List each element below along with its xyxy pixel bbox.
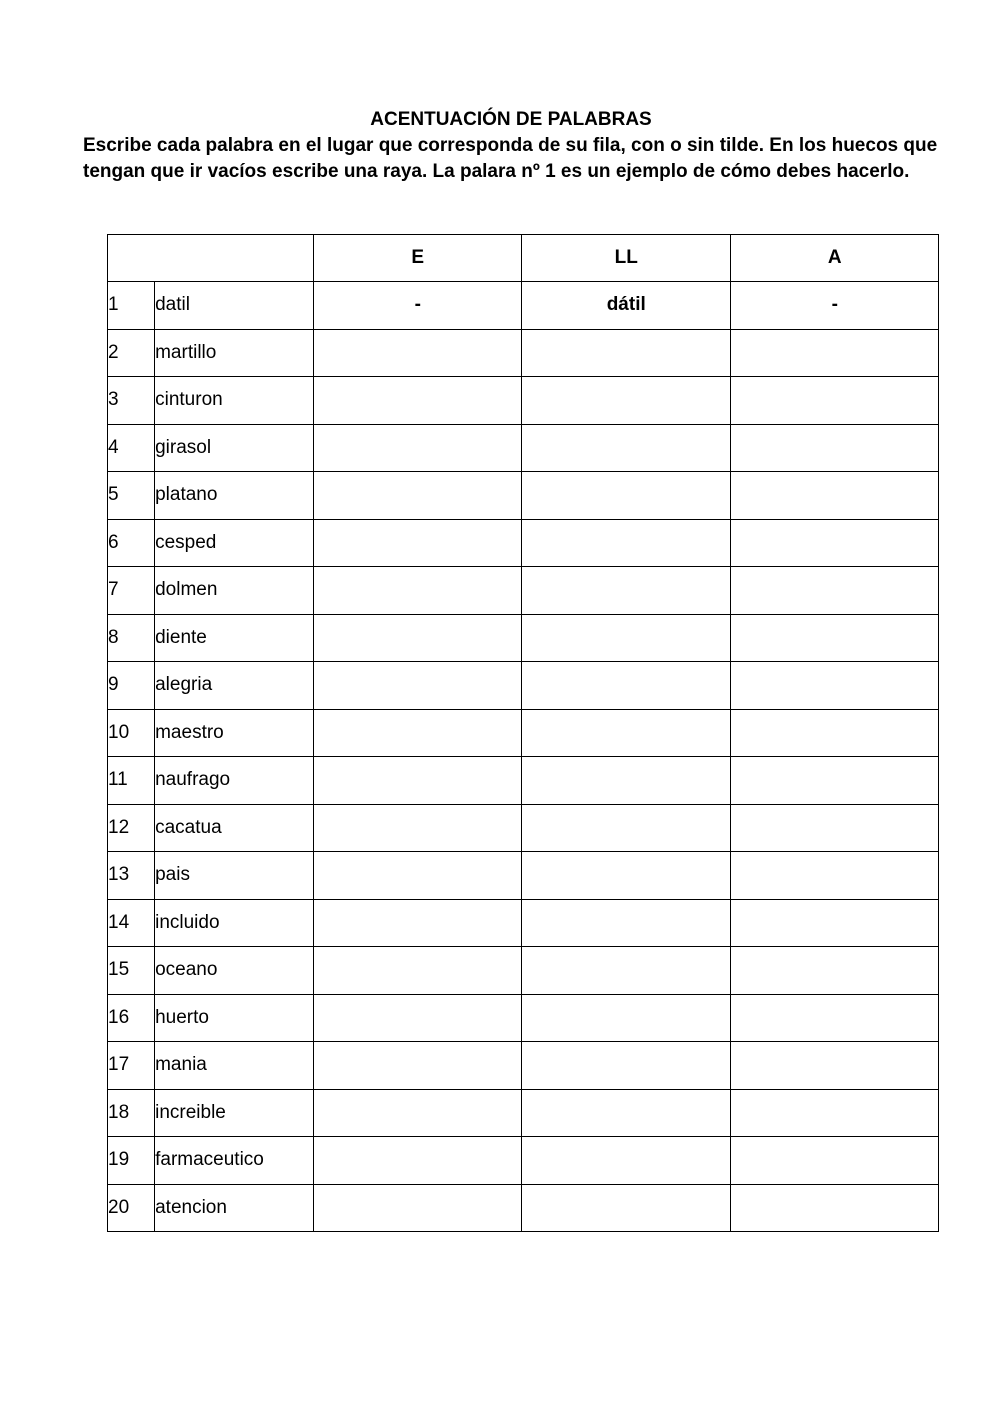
row-word: cacatua xyxy=(155,804,314,852)
row-number: 11 xyxy=(108,757,155,805)
row-word: increible xyxy=(155,1089,314,1137)
row-number: 2 xyxy=(108,329,155,377)
answer-cell-e[interactable]: - xyxy=(314,282,521,330)
row-number: 6 xyxy=(108,519,155,567)
answer-cell-ll[interactable] xyxy=(521,567,731,615)
row-number: 5 xyxy=(108,472,155,520)
answer-cell-ll[interactable] xyxy=(521,1089,731,1137)
row-number: 13 xyxy=(108,852,155,900)
answer-cell-e[interactable] xyxy=(314,1042,521,1090)
row-word: cinturon xyxy=(155,377,314,425)
answer-cell-ll[interactable] xyxy=(521,804,731,852)
answer-cell-a[interactable] xyxy=(731,1042,939,1090)
header-a: A xyxy=(731,235,939,282)
answer-cell-a[interactable] xyxy=(731,424,939,472)
row-word: atencion xyxy=(155,1184,314,1232)
table-row xyxy=(108,377,939,425)
page-title: ACENTUACIÓN DE PALABRAS xyxy=(370,109,652,130)
answer-cell-e[interactable] xyxy=(314,899,521,947)
row-word: incluido xyxy=(155,899,314,947)
table-row xyxy=(108,1042,939,1090)
answer-cell-e[interactable] xyxy=(314,472,521,520)
table-row xyxy=(108,472,939,520)
row-number: 10 xyxy=(108,709,155,757)
row-word: cesped xyxy=(155,519,314,567)
table-row xyxy=(108,899,939,947)
row-number: 9 xyxy=(108,662,155,710)
answer-cell-ll[interactable] xyxy=(521,519,731,567)
answer-cell-ll[interactable] xyxy=(521,662,731,710)
answer-cell-e[interactable] xyxy=(314,329,521,377)
answer-cell-ll[interactable] xyxy=(521,424,731,472)
header-empty-cell xyxy=(108,235,314,282)
answer-cell-a[interactable] xyxy=(731,377,939,425)
table-row xyxy=(108,947,939,995)
answer-cell-e[interactable] xyxy=(314,1137,521,1185)
answer-cell-e[interactable] xyxy=(314,1184,521,1232)
answer-cell-a[interactable] xyxy=(731,1137,939,1185)
answer-cell-e[interactable] xyxy=(314,994,521,1042)
answer-cell-e[interactable] xyxy=(314,804,521,852)
table-row xyxy=(108,329,939,377)
answer-cell-ll[interactable] xyxy=(521,994,731,1042)
answer-cell-ll[interactable] xyxy=(521,1184,731,1232)
answer-cell-ll[interactable] xyxy=(521,709,731,757)
answer-cell-ll[interactable] xyxy=(521,757,731,805)
row-word: martillo xyxy=(155,329,314,377)
answer-cell-a[interactable] xyxy=(731,947,939,995)
row-number: 12 xyxy=(108,804,155,852)
row-number: 8 xyxy=(108,614,155,662)
answer-cell-a[interactable] xyxy=(731,519,939,567)
row-number: 4 xyxy=(108,424,155,472)
answer-cell-ll[interactable] xyxy=(521,329,731,377)
answer-cell-ll[interactable] xyxy=(521,947,731,995)
header-row xyxy=(108,235,939,282)
answer-cell-a[interactable] xyxy=(731,757,939,805)
answer-cell-a[interactable] xyxy=(731,614,939,662)
row-word: alegria xyxy=(155,662,314,710)
row-number: 7 xyxy=(108,567,155,615)
answer-cell-a[interactable] xyxy=(731,329,939,377)
answer-cell-a[interactable] xyxy=(731,472,939,520)
table-row xyxy=(108,1137,939,1185)
answer-cell-e[interactable] xyxy=(314,424,521,472)
answer-cell-ll[interactable] xyxy=(521,472,731,520)
row-number: 19 xyxy=(108,1137,155,1185)
answer-cell-e[interactable] xyxy=(314,852,521,900)
accentuation-table xyxy=(107,234,939,1232)
answer-cell-ll[interactable] xyxy=(521,1137,731,1185)
answer-cell-a[interactable] xyxy=(731,1184,939,1232)
answer-cell-e[interactable] xyxy=(314,709,521,757)
row-word: girasol xyxy=(155,424,314,472)
row-number: 17 xyxy=(108,1042,155,1090)
answer-cell-e[interactable] xyxy=(314,947,521,995)
answer-cell-ll[interactable]: dátil xyxy=(521,282,731,330)
row-word: maestro xyxy=(155,709,314,757)
table-row xyxy=(108,614,939,662)
row-number: 15 xyxy=(108,947,155,995)
answer-cell-e[interactable] xyxy=(314,614,521,662)
answer-cell-ll[interactable] xyxy=(521,852,731,900)
row-word: farmaceutico xyxy=(155,1137,314,1185)
table-row xyxy=(108,1184,939,1232)
answer-cell-a[interactable] xyxy=(731,709,939,757)
row-number: 3 xyxy=(108,377,155,425)
table-row xyxy=(108,424,939,472)
answer-cell-a[interactable] xyxy=(731,804,939,852)
row-word: dolmen xyxy=(155,567,314,615)
answer-cell-e[interactable] xyxy=(314,519,521,567)
answer-cell-a[interactable] xyxy=(731,567,939,615)
answer-cell-ll[interactable] xyxy=(521,377,731,425)
answer-cell-e[interactable] xyxy=(314,567,521,615)
table-row xyxy=(108,662,939,710)
answer-cell-a[interactable]: - xyxy=(731,282,939,330)
table-row xyxy=(108,994,939,1042)
answer-cell-ll[interactable] xyxy=(521,1042,731,1090)
answer-cell-ll[interactable] xyxy=(521,614,731,662)
table-row xyxy=(108,567,939,615)
row-number: 20 xyxy=(108,1184,155,1232)
answer-cell-e[interactable] xyxy=(314,662,521,710)
header-e: E xyxy=(314,235,521,282)
answer-cell-e[interactable] xyxy=(314,1089,521,1137)
answer-cell-a[interactable] xyxy=(731,1089,939,1137)
answer-cell-e[interactable] xyxy=(314,377,521,425)
row-word: mania xyxy=(155,1042,314,1090)
row-word: platano xyxy=(155,472,314,520)
table-row xyxy=(108,852,939,900)
instructions-text: Escribe cada palabra en el lugar que corresponda de su fila, con o sin tilde. En los huecos que tengan que ir vacíos escribe una raya. La palara nº 1 es un ejemplo de cómo debes hacerlo. xyxy=(83,135,938,182)
row-number: 14 xyxy=(108,899,155,947)
row-word: diente xyxy=(155,614,314,662)
table-row xyxy=(108,804,939,852)
row-word: datil xyxy=(155,282,314,330)
table-row xyxy=(108,757,939,805)
answer-cell-a[interactable] xyxy=(731,994,939,1042)
table-row xyxy=(108,709,939,757)
table-row xyxy=(108,1089,939,1137)
answer-cell-a[interactable] xyxy=(731,852,939,900)
row-number: 1 xyxy=(108,282,155,330)
table-row xyxy=(108,519,939,567)
row-word: naufrago xyxy=(155,757,314,805)
answer-cell-ll[interactable] xyxy=(521,899,731,947)
row-word: pais xyxy=(155,852,314,900)
row-number: 18 xyxy=(108,1089,155,1137)
header-ll: LL xyxy=(521,235,731,282)
answer-cell-a[interactable] xyxy=(731,662,939,710)
row-word: oceano xyxy=(155,947,314,995)
row-word: huerto xyxy=(155,994,314,1042)
row-number: 16 xyxy=(108,994,155,1042)
answer-cell-a[interactable] xyxy=(731,899,939,947)
answer-cell-e[interactable] xyxy=(314,757,521,805)
table-row xyxy=(108,282,939,330)
